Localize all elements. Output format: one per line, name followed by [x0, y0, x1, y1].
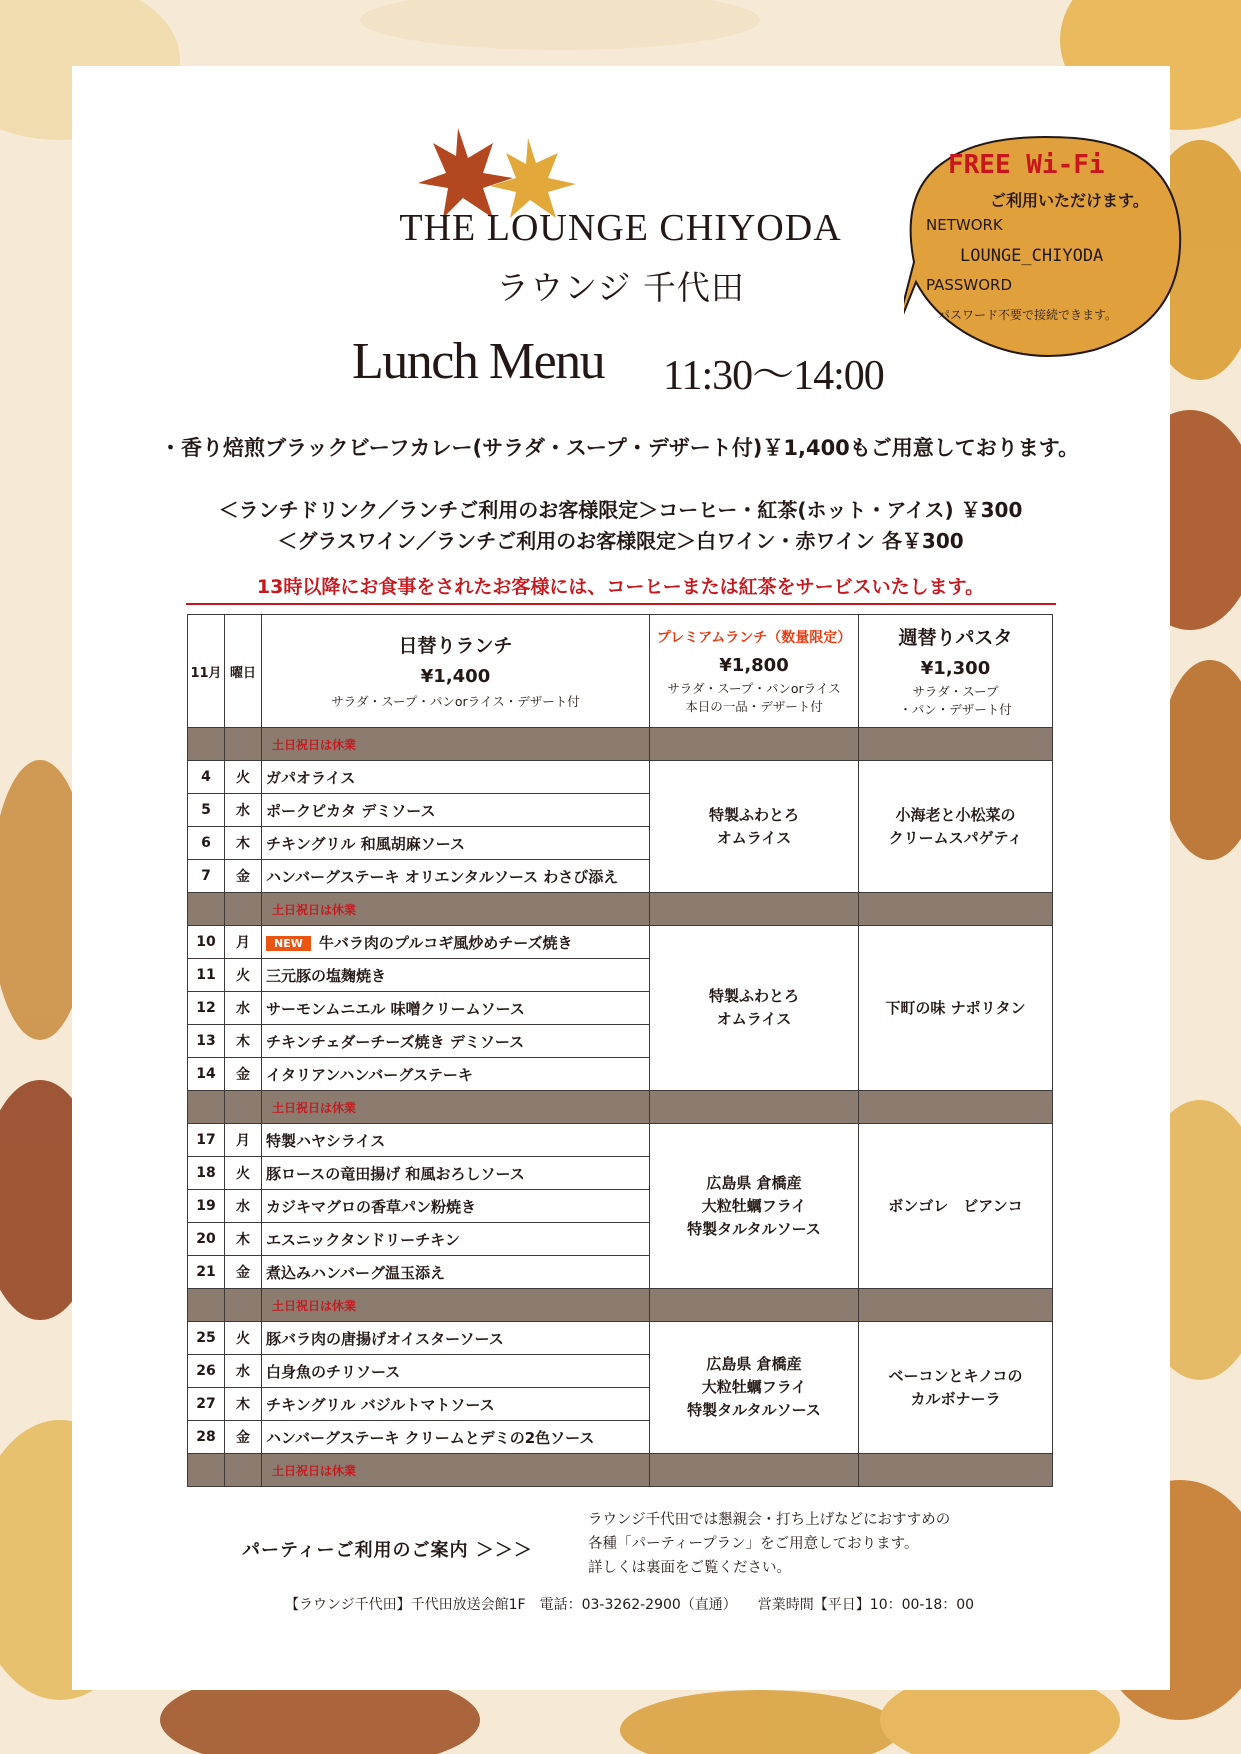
daily-dish: 白身魚のチリソース	[266, 1362, 401, 1381]
daily-dish: 牛バラ肉のプルコギ風炒めチーズ焼き	[318, 933, 573, 952]
daily-lunch-header	[262, 615, 650, 728]
daily-dish-cell	[262, 1388, 650, 1421]
separator-cell	[650, 893, 859, 926]
premium-lunch-cell	[650, 926, 859, 1091]
closed-separator-row	[188, 1289, 1053, 1322]
menu-row	[188, 761, 1053, 794]
premium-lunch-line: 特製ふわとろ	[708, 805, 799, 824]
daily-dish-cell	[262, 827, 650, 860]
weekly-pasta-cell	[859, 761, 1053, 893]
separator-cell	[188, 893, 225, 926]
weekly-pasta-line: 下町の味 ナポリタン	[885, 998, 1026, 1017]
separator-cell	[859, 1454, 1053, 1487]
menu-row	[188, 1124, 1053, 1157]
weekly-pasta-cell	[859, 926, 1053, 1091]
daily-dish-cell	[262, 794, 650, 827]
daily-dish: エスニックタンドリーチキン	[266, 1230, 460, 1249]
day-number: 13	[188, 1025, 225, 1058]
weekday: 水	[225, 1190, 262, 1223]
daily-dish-cell	[262, 761, 650, 794]
weekly-pasta-line: 小海老と小松菜の	[895, 805, 1016, 824]
daily-dish: 三元豚の塩麹焼き	[266, 966, 387, 985]
closed-label: 土日祝日は休業	[272, 1299, 357, 1313]
weekly-pasta-name: 週替りパスタ	[898, 627, 1013, 649]
brand-name-jp: ラウンジ 千代田	[496, 268, 745, 307]
closed-cell	[262, 1454, 650, 1487]
day-number: 25	[188, 1322, 225, 1355]
day-number: 7	[188, 860, 225, 893]
brand-name-en: THE LOUNGE CHIYODA	[399, 207, 842, 249]
day-number: 19	[188, 1190, 225, 1223]
weekday: 金	[225, 1421, 262, 1454]
weekday: 木	[225, 827, 262, 860]
daily-dish: 特製ハヤシライス	[266, 1131, 386, 1150]
weekday: 木	[225, 1025, 262, 1058]
day-number: 11	[188, 959, 225, 992]
divider	[186, 603, 1056, 605]
day-number: 28	[188, 1421, 225, 1454]
lunch-drink-notice: ＜ランチドリンク／ランチご利用のお客様限定＞コーヒー・紅茶(ホット・アイス) ￥300	[218, 498, 1023, 522]
day-number: 14	[188, 1058, 225, 1091]
new-badge: NEW	[266, 936, 311, 951]
daily-dish: チキングリル 和風胡麻ソース	[266, 834, 466, 853]
weekly-pasta-line: クリームスパゲティ	[888, 828, 1023, 847]
daily-lunch-price: ¥1,400	[420, 666, 491, 687]
premium-lunch-cell	[650, 761, 859, 893]
daily-dish-cell	[262, 1124, 650, 1157]
weekly-pasta-line: カルボナーラ	[910, 1389, 1001, 1408]
day-number: 20	[188, 1223, 225, 1256]
premium-lunch-line: 特製タルタルソース	[687, 1401, 821, 1419]
daily-dish-cell	[262, 1025, 650, 1058]
premium-lunch-cell	[650, 1124, 859, 1289]
menu-title: Lunch Menu	[352, 333, 605, 390]
daily-dish-cell	[262, 992, 650, 1025]
weekly-pasta-includes-1: サラダ・スープ	[912, 684, 999, 699]
daily-dish-cell	[262, 926, 650, 959]
premium-lunch-includes-1: サラダ・スープ・パンorライス	[667, 680, 841, 696]
footer-contact: 【ラウンジ千代田】千代田放送会館1F 電話：03-3262-2900（直通） 営業時間【平日】10：00-18：00	[285, 1597, 975, 1613]
wifi-network: LOUNGE_CHIYODA	[960, 246, 1104, 266]
separator-cell	[225, 1454, 262, 1487]
weekday: 水	[225, 794, 262, 827]
menu-row	[188, 926, 1053, 959]
premium-lunch-line: オムライス	[716, 828, 792, 847]
weekly-pasta-price: ¥1,300	[920, 658, 991, 679]
party-description-3: 詳しくは裏面をご覧ください。	[588, 1560, 791, 1576]
separator-cell	[188, 1289, 225, 1322]
weekday: 木	[225, 1388, 262, 1421]
day-number: 6	[188, 827, 225, 860]
closed-cell	[262, 1091, 650, 1124]
daily-dish: イタリアンハンバーグステーキ	[266, 1065, 473, 1084]
closed-label: 土日祝日は休業	[272, 738, 357, 752]
weekday: 火	[225, 1157, 262, 1190]
party-guide-label: パーティーご利用のご案内 ＞＞＞	[242, 1540, 533, 1561]
weekday: 火	[225, 959, 262, 992]
daily-dish-cell	[262, 1421, 650, 1454]
day-number: 17	[188, 1124, 225, 1157]
closed-separator-row	[188, 893, 1053, 926]
daily-dish-cell	[262, 1256, 650, 1289]
daily-dish: カジキマグロの香草パン粉焼き	[266, 1197, 477, 1216]
day-number: 5	[188, 794, 225, 827]
daily-dish: 豚バラ肉の唐揚げオイスターソース	[266, 1329, 504, 1348]
glass-wine-notice: ＜グラスワイン／ランチご利用のお客様限定＞白ワイン・赤ワイン 各￥300	[277, 529, 964, 553]
party-description-2: 各種「パーティープラン」をご用意しております。	[588, 1536, 919, 1552]
month-header: 11月	[188, 615, 225, 728]
weekday: 月	[225, 1124, 262, 1157]
day-number: 18	[188, 1157, 225, 1190]
party-description-1: ラウンジ千代田では懇親会・打ち上げなどにおすすめの	[588, 1512, 951, 1528]
weekday: 金	[225, 1256, 262, 1289]
premium-lunch-line: 広島県 倉橋産	[706, 1173, 802, 1192]
premium-lunch-line: 特製ふわとろ	[708, 987, 799, 1005]
day-number: 27	[188, 1388, 225, 1421]
premium-lunch-header	[650, 615, 859, 728]
premium-lunch-price: ¥1,800	[719, 654, 789, 676]
weekly-pasta-line: ボンゴレ ビアンコ	[888, 1196, 1023, 1215]
wifi-network-label: NETWORK	[926, 216, 1003, 234]
weekly-pasta-header	[859, 615, 1053, 728]
wifi-password-label: PASSWORD	[926, 276, 1013, 294]
weekday: 火	[225, 761, 262, 794]
daily-dish: 豚ロースの竜田揚げ 和風おろしソース	[266, 1164, 525, 1183]
closed-cell	[262, 1289, 650, 1322]
separator-cell	[225, 893, 262, 926]
premium-lunch-cell	[650, 1322, 859, 1454]
weekday-header: 曜日	[225, 615, 262, 728]
wifi-available: ご利用いただけます。	[990, 191, 1149, 210]
daily-lunch-includes: サラダ・スープ・パンorライス・デザート付	[331, 694, 580, 709]
premium-lunch-line: オムライス	[716, 1010, 792, 1028]
daily-dish-cell	[262, 1322, 650, 1355]
daily-dish: ハンバーグステーキ オリエンタルソース わさび添え	[266, 867, 619, 886]
separator-cell	[188, 1454, 225, 1487]
separator-cell	[188, 728, 225, 761]
daily-dish-cell	[262, 959, 650, 992]
lunch-menu-table	[187, 614, 1053, 1487]
day-number: 10	[188, 926, 225, 959]
separator-cell	[859, 728, 1053, 761]
premium-lunch-line: 特製タルタルソース	[687, 1219, 821, 1238]
separator-cell	[225, 1091, 262, 1124]
daily-dish: 煮込みハンバーグ温玉添え	[266, 1263, 445, 1282]
separator-cell	[650, 1091, 859, 1124]
menu-row	[188, 1322, 1053, 1355]
closed-label: 土日祝日は休業	[272, 903, 357, 917]
separator-cell	[859, 893, 1053, 926]
weekday: 金	[225, 1058, 262, 1091]
separator-cell	[650, 1454, 859, 1487]
separator-cell	[650, 1289, 859, 1322]
daily-dish: サーモンムニエル 味噌クリームソース	[266, 999, 525, 1018]
wifi-password-note: パスワード不要で接続できます。	[938, 308, 1118, 322]
separator-cell	[859, 1289, 1053, 1322]
weekday: 金	[225, 860, 262, 893]
closed-separator-row	[188, 1454, 1053, 1487]
weekday: 水	[225, 992, 262, 1025]
weekday: 木	[225, 1223, 262, 1256]
daily-dish-cell	[262, 1223, 650, 1256]
premium-lunch-line: 大粒牡蠣フライ	[701, 1378, 807, 1396]
weekday: 水	[225, 1355, 262, 1388]
separator-cell	[188, 1091, 225, 1124]
closed-cell	[262, 728, 650, 761]
premium-lunch-line: 大粒牡蠣フライ	[701, 1196, 807, 1215]
premium-lunch-includes-2: 本日の一品・デザート付	[685, 698, 823, 714]
day-number: 12	[188, 992, 225, 1025]
daily-lunch-name: 日替りランチ	[398, 635, 513, 657]
coffee-service-notice: 13時以降にお食事をされたお客様には、コーヒーまたは紅茶をサービスいたします。	[256, 576, 985, 598]
day-number: 26	[188, 1355, 225, 1388]
closed-separator-row	[188, 728, 1053, 761]
daily-dish-cell	[262, 1058, 650, 1091]
daily-dish: ハンバーグステーキ クリームとデミの2色ソース	[266, 1428, 595, 1447]
daily-dish: ポークピカタ デミソース	[266, 801, 436, 820]
separator-cell	[859, 1091, 1053, 1124]
separator-cell	[225, 1289, 262, 1322]
day-number: 4	[188, 761, 225, 794]
closed-separator-row	[188, 1091, 1053, 1124]
daily-dish-cell	[262, 1190, 650, 1223]
closed-label: 土日祝日は休業	[272, 1464, 357, 1478]
premium-lunch-line: 広島県 倉橋産	[706, 1355, 802, 1373]
daily-dish: チキングリル バジルトマトソース	[266, 1395, 495, 1414]
wifi-title: FREE Wi-Fi	[948, 150, 1105, 180]
weekly-pasta-line: ベーコンとキノコの	[888, 1366, 1023, 1385]
weekly-pasta-cell	[859, 1322, 1053, 1454]
weekly-pasta-includes-2: ・パン・デザート付	[899, 702, 1012, 717]
menu-hours: 11:30～14:00	[663, 353, 884, 399]
weekday: 月	[225, 926, 262, 959]
day-number: 21	[188, 1256, 225, 1289]
weekly-pasta-cell	[859, 1124, 1053, 1289]
premium-lunch-name: プレミアムランチ（数量限定）	[656, 629, 852, 646]
curry-notice: ・香り焙煎ブラックビーフカレー(サラダ・スープ・デザート付)￥1,400もご用意しております。	[160, 436, 1080, 460]
closed-cell	[262, 893, 650, 926]
daily-dish-cell	[262, 860, 650, 893]
daily-dish-cell	[262, 1355, 650, 1388]
weekday: 火	[225, 1322, 262, 1355]
separator-cell	[225, 728, 262, 761]
table-header-row	[188, 615, 1053, 728]
daily-dish: ガパオライス	[266, 768, 356, 787]
closed-label: 土日祝日は休業	[272, 1101, 357, 1115]
daily-dish: チキンチェダーチーズ焼き デミソース	[266, 1032, 525, 1051]
daily-dish-cell	[262, 1157, 650, 1190]
separator-cell	[650, 728, 859, 761]
